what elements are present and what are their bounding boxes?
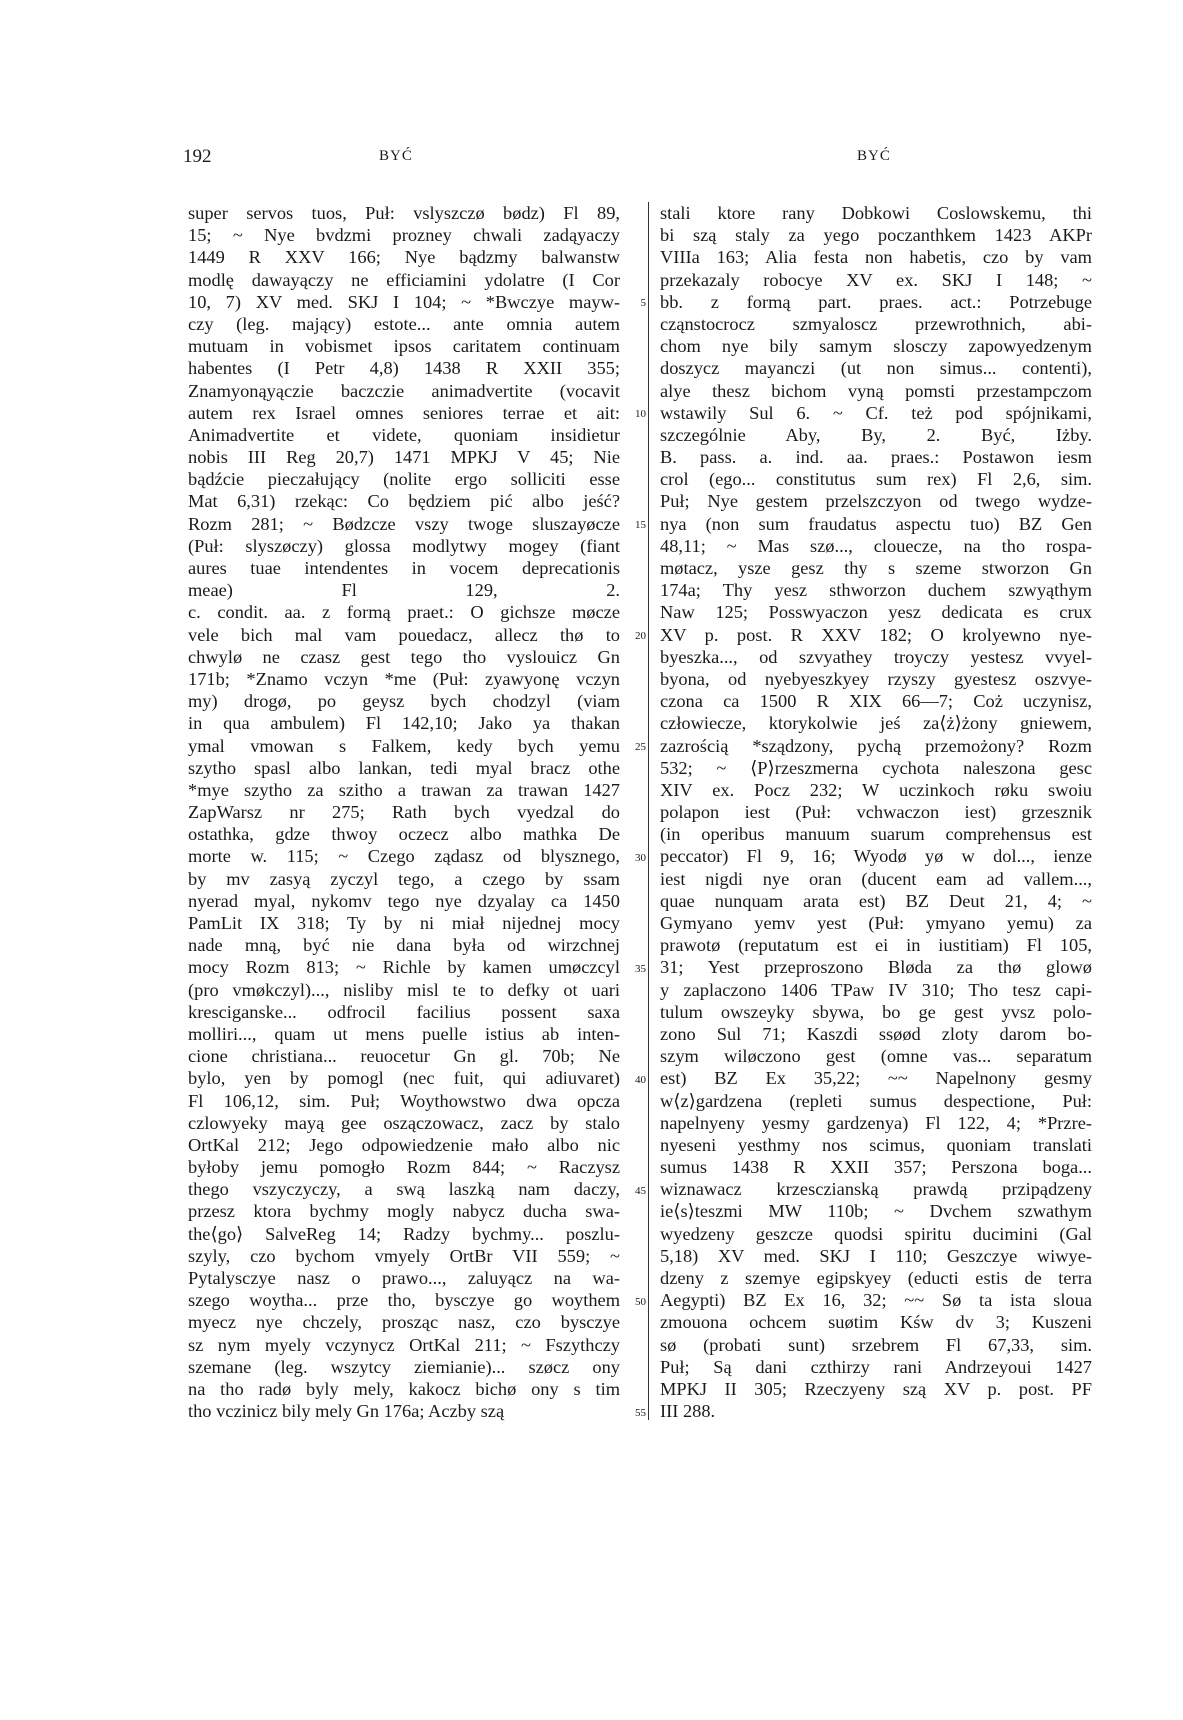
- text-line: thego vszyczyczy, a swą laszką nam daczy,: [188, 1179, 620, 1200]
- text-line: szyly, czo bychom vmyely OrtBr VII 559; ~: [188, 1245, 620, 1266]
- text-line: nyerad myal, nykomv tego nye dzyalay ca 1450: [188, 890, 620, 911]
- text-line: sumus 1438 R XXII 357; Perszona boga...: [660, 1157, 1092, 1178]
- left-column: [188, 202, 620, 1422]
- text-line: ZapWarsz nr 275; Rath bych vyedzal do: [188, 802, 620, 823]
- line-number: 15: [635, 518, 646, 531]
- text-line: doszycz mayanczi (ut non simus... contenti),: [660, 358, 1092, 379]
- text-line: Rozm 281; ~ Bødzcze vszy twoge sluszayøcze: [188, 513, 620, 534]
- text-line: meae) Fl 129, 2.: [188, 580, 620, 601]
- text-line: Znamyonąyączie baczczie animadvertite (vocavit: [188, 380, 620, 401]
- text-line: stali ktore rany Dobkowi Coslowskemu, thi: [660, 203, 1092, 223]
- text-line: na tho radø byly mely, kakocz bichø ony s tim: [188, 1378, 620, 1399]
- text-line: super servos tuos, Puł: vslyszczø bødz) Fl 89,: [188, 203, 620, 223]
- line-number: 55: [635, 1406, 646, 1419]
- text-line: chom nye bily samym slosczy zapowyedzenym: [660, 336, 1092, 357]
- text-line: my) drogø, po geysz bych chodzyl (viam: [188, 691, 620, 712]
- text-line: Puł; Są dani czthirzy rani Andrzeyoui 1427: [660, 1356, 1092, 1377]
- text-line: kresciganske... odfrocil facilius possent saxa: [188, 1001, 620, 1022]
- text-line: napelnyeny yesmy gardzenya) Fl 122, 4; *Przre-: [660, 1112, 1092, 1133]
- text-line: nobis III Reg 20,7) 1471 MPKJ V 45; Nie: [188, 447, 620, 468]
- text-line: nyeseni yesthmy nos scimus, quoniam translati: [660, 1134, 1092, 1155]
- text-line: czlowyeky mayą gee oszączowacz, zacz by stalo: [188, 1112, 620, 1133]
- line-number: 40: [635, 1073, 646, 1086]
- text-line: iest nigdi nye oran (ducent eam ad vallem...,: [660, 868, 1092, 889]
- text-line: wiznawacz krzesczianską prawdą przipądzeny: [660, 1179, 1092, 1200]
- text-line: byona, od nyebyeszkyey rzyszy gyestesz oszvye-: [660, 668, 1092, 689]
- text-line: sz nym myely vczynycz OrtKal 211; ~ Fszythczy: [188, 1334, 620, 1355]
- text-line: by mv zasyą zyczyl tego, a czego by ssam: [188, 868, 620, 889]
- text-line: chwylø ne czasz gest tego tho vyslouicz Gn: [188, 646, 620, 667]
- line-number: 20: [635, 629, 646, 642]
- text-line: w⟨z⟩gardzena (repleti sumus despectione, Puł:: [660, 1090, 1092, 1111]
- text-line: habentes (I Petr 4,8) 1438 R XXII 355;: [188, 358, 620, 379]
- text-line: ymal vmowan s Falkem, kedy bych yemu: [188, 735, 620, 756]
- text-line: 171b; *Znamo vczyn *me (Puł: zyawyonę vczyn: [188, 668, 620, 689]
- text-line: crol (ego... constitutus sum rex) Fl 2,6, sim.: [660, 469, 1092, 490]
- text-line: morte w. 115; ~ Czego ządasz od blysznego,: [188, 846, 620, 867]
- text-line: ie⟨s⟩teszmi MW 110b; ~ Dvchem szwathym: [660, 1201, 1092, 1222]
- text-line: XIV ex. Pocz 232; W uczinkoch røku swoiu: [660, 779, 1092, 800]
- text-line: 31; Yest przeproszono Bløda za thø glowø: [660, 957, 1092, 978]
- text-line: 5,18) XV med. SKJ I 110; Geszczye wiwye-: [660, 1245, 1092, 1266]
- page-number: 192: [183, 146, 212, 167]
- text-line: (in operibus manuum suarum comprehensus est: [660, 824, 1092, 845]
- text-line: mocy Rozm 813; ~ Richle by kamen umøczcyl: [188, 957, 620, 978]
- text-line: szytho spasl albo lankan, tedi myal bracz othe: [188, 757, 620, 778]
- text-line: est) BZ Ex 35,22; ~~ Napelnony gesmy: [660, 1068, 1092, 1089]
- column-divider: [648, 202, 649, 1420]
- text-line: aures tuae intendentes in vocem deprecationis: [188, 558, 620, 578]
- text-line: autem rex Israel omnes seniores terrae et ait:: [188, 402, 620, 423]
- text-line: y zaplaczono 1406 TPaw IV 310; Tho tesz capi-: [660, 979, 1092, 1000]
- running-head-left: BYĆ: [379, 148, 413, 164]
- text-line: 1449 R XXV 166; Nye bądzmy balwanstw: [188, 247, 620, 268]
- line-number: 10: [635, 407, 646, 420]
- text-line: mutuam in vobismet ipsos caritatem continuam: [188, 336, 620, 357]
- text-line: zmouona ochcem suøtim Kśw dv 3; Kuszeni: [660, 1312, 1092, 1333]
- text-line: myecz nye chczely, prosząc nasz, czo bysczye: [188, 1312, 620, 1333]
- text-line: sø (probati sunt) srzebrem Fl 67,33, sim.: [660, 1334, 1092, 1355]
- text-line: 532; ~ ⟨P⟩rzeszmerna cychota naleszona gesc: [660, 757, 1092, 778]
- text-line: nade mną, być nie dana była od wirzchnej: [188, 935, 620, 956]
- text-line: ostathka, gdze thwoy oczecz albo mathka De: [188, 824, 620, 845]
- text-line: nya (non sum fraudatus aspectu tuo) BZ Gen: [660, 513, 1092, 534]
- text-line: XV p. post. R XXV 182; O krolyewno nye-: [660, 624, 1092, 645]
- text-line: PamLit IX 318; Ty by ni miał nijednej mocy: [188, 913, 620, 933]
- line-number: 5: [640, 296, 646, 309]
- text-line: VIIIa 163; Alia festa non habetis, czo by vam: [660, 247, 1092, 268]
- line-number: 30: [635, 851, 646, 864]
- line-number: 35: [635, 962, 646, 975]
- line-number: 25: [635, 740, 646, 753]
- text-line: møtacz, ysze gesz thy s szeme stworzon Gn: [660, 558, 1092, 578]
- text-line: wyedzeny geszcze quodsi spiritu ducimini (Gal: [660, 1223, 1092, 1244]
- text-line: bądźcie pieczałujący (nolite ergo solliciti esse: [188, 469, 620, 490]
- text-line: 48,11; ~ Mas szø..., clouecze, na tho rospa-: [660, 535, 1092, 556]
- text-line: in qua ambulem) Fl 142,10; Jako ya thakan: [188, 713, 620, 734]
- line-number: 45: [635, 1184, 646, 1197]
- text-line: Pytalysczye nasz o prawo..., zaluyącz na wa-: [188, 1268, 620, 1288]
- text-line: prawotø (reputatum est ei in iustitiam) Fl 105,: [660, 935, 1092, 956]
- text-line: B. pass. a. ind. aa. praes.: Postawon iesm: [660, 447, 1092, 468]
- text-line: alye thesz bichom vyną pomsti przestampczom: [660, 380, 1092, 401]
- text-line: cząnstocrocz szmyaloscz przewrothnich, abi-: [660, 313, 1092, 334]
- text-line: cione christiana... reuocetur Gn gl. 70b; Ne: [188, 1046, 620, 1067]
- text-line: tho vczinicz bily mely Gn 176a; Aczby szą: [188, 1401, 505, 1422]
- text-line: czy (leg. mający) estote... ante omnia autem: [188, 313, 620, 334]
- text-line: przekazaly robocye XV ex. SKJ I 148; ~: [660, 269, 1092, 290]
- text-line: przesz ktora bychmy mogly nabycz ducha swa-: [188, 1201, 620, 1222]
- text-line: bb. z formą part. praes. act.: Potrzebuge: [660, 291, 1092, 312]
- text-line: molliri..., quam ut mens puelle istius ab inten-: [188, 1023, 620, 1044]
- text-line: szemane (leg. wszytcy ziemianie)... szøcz ony: [188, 1356, 620, 1377]
- text-line: III 288.: [660, 1401, 716, 1422]
- text-line: bi szą staly za yego poczanthkem 1423 AKPr: [660, 225, 1092, 246]
- text-line: Aegypti) BZ Ex 16, 32; ~~ Sø ta ista sloua: [660, 1290, 1092, 1311]
- text-line: byłoby jemu pomogło Rozm 844; ~ Raczysz: [188, 1157, 620, 1178]
- line-number: 50: [635, 1295, 646, 1308]
- text-line: dzeny z szemye egipskyey (educti estis de terra: [660, 1268, 1092, 1288]
- text-line: (Puł: slyszøczy) glossa modlytwy mogey (fiant: [188, 535, 620, 556]
- text-line: szego woytha... prze tho, bysczye go woythem: [188, 1290, 620, 1311]
- text-line: szym wiløczono gest (omne vas... separatum: [660, 1046, 1092, 1067]
- text-line: c. condit. aa. z formą praet.: O gichsze møcze: [188, 602, 620, 623]
- text-line: człowiecze, ktorykolwie jeś za⟨ż⟩żony gniewem,: [660, 713, 1092, 734]
- text-line: the⟨go⟩ SalveReg 14; Radzy bychmy... poszlu-: [188, 1223, 620, 1244]
- text-line: 174a; Thy yesz sthworzon duchem szwyąthym: [660, 580, 1092, 601]
- text-line: quae nunquam arata est) BZ Deut 21, 4; ~: [660, 890, 1092, 911]
- text-line: polapon iest (Puł: vchwaczon iest) grzesznik: [660, 802, 1092, 823]
- running-head-right: BYĆ: [857, 148, 891, 164]
- text-line: szczególnie Aby, By, 2. Być, Iżby.: [660, 424, 1092, 445]
- page-header: [0, 146, 1183, 176]
- text-line: bylo, yen by pomogl (nec fuit, qui adiuvaret): [188, 1068, 620, 1089]
- text-line: czona ca 1500 R XIX 66—7; Coż uczynisz,: [660, 691, 1092, 712]
- text-line: Naw 125; Posswyaczon yesz dedicata es crux: [660, 602, 1092, 623]
- line-number-gutter: [630, 202, 646, 1442]
- text-line: vele bich mal vam pouedacz, allecz thø to: [188, 624, 620, 645]
- text-line: MPKJ II 305; Rzeczyeny szą XV p. post. PF: [660, 1378, 1092, 1399]
- text-line: byeszka..., od szvyathey troyczy yestesz vvyel-: [660, 646, 1092, 667]
- text-line: modlę dawayączy ne efficiamini ydolatre (I Cor: [188, 269, 620, 290]
- text-line: Animadvertite et videte, quoniam insidietur: [188, 424, 620, 445]
- text-line: OrtKal 212; Jego odpowiedzenie mało albo nic: [188, 1134, 620, 1155]
- text-line: Puł; Nye gestem przelszczyon od twego wydze-: [660, 491, 1092, 512]
- text-line: 10, 7) XV med. SKJ I 104; ~ *Bwczye mayw-: [188, 291, 620, 312]
- text-line: 15; ~ Nye bvdzmi prozney chwali zadąyaczy: [188, 225, 620, 246]
- text-line: zono Sul 71; Kaszdi ssøød zloty darom bo-: [660, 1023, 1092, 1044]
- text-line: Mat 6,31) rzekąc: Co będziem pić albo jeść?: [188, 491, 620, 512]
- text-line: (pro vmøkczyl)..., nisliby misl te to defky ot uari: [188, 979, 620, 1000]
- text-line: Gymyano yemv yest (Puł: ymyano yemu) za: [660, 913, 1092, 933]
- text-line: Fl 106,12, sim. Puł; Woythowstwo dwa opcza: [188, 1090, 620, 1111]
- text-line: wstawily Sul 6. ~ Cf. też pod spójnikami,: [660, 402, 1092, 423]
- text-line: zazrością *sządzony, pychą przemożony? Rozm: [660, 735, 1092, 756]
- text-line: tulum owszeyky sbywa, bo ge gest yvsz polo-: [660, 1001, 1092, 1022]
- text-line: *mye szytho za szitho a trawan za trawan 1427: [188, 779, 620, 800]
- right-column: [660, 202, 1092, 1422]
- text-line: peccator) Fl 9, 16; Wyodø yø w dol..., ienze: [660, 846, 1092, 867]
